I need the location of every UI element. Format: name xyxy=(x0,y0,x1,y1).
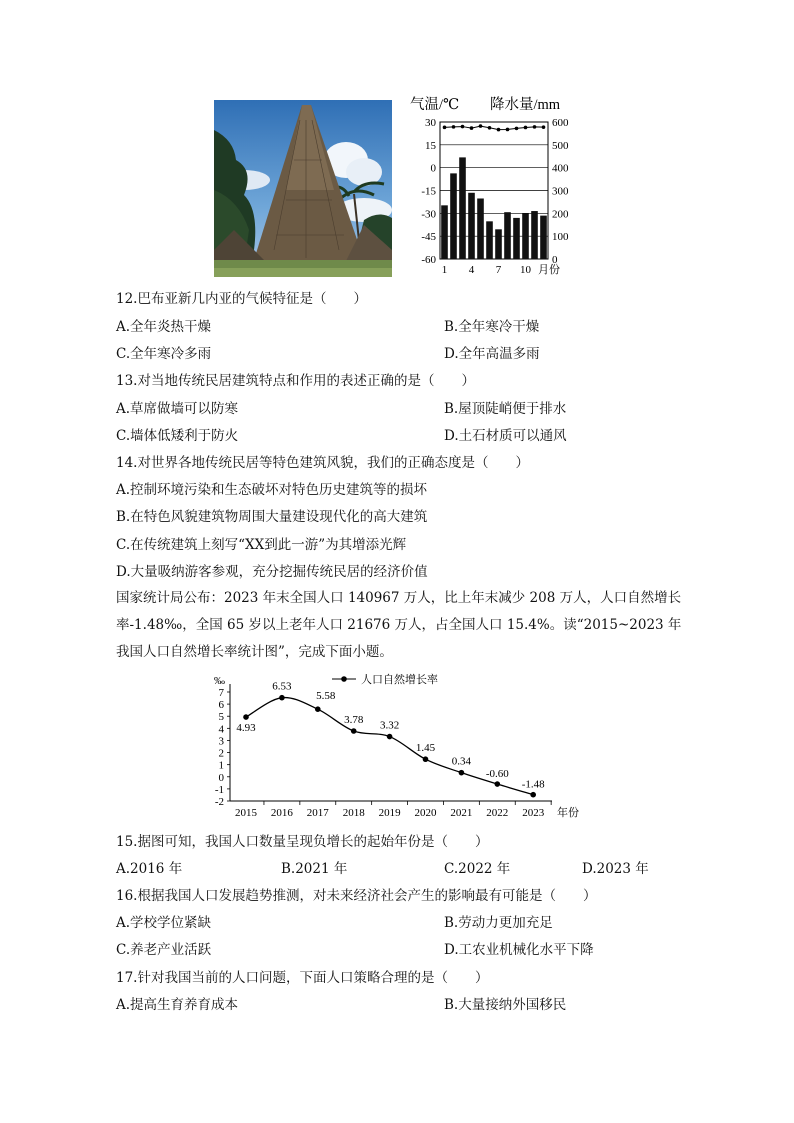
q13-option-c[interactable]: C.墙体低矮利于防火 xyxy=(116,428,239,444)
growth-point xyxy=(315,706,321,712)
y-right-label: 降水量/mm xyxy=(490,97,561,113)
temp-point xyxy=(542,125,546,129)
q16-option-a[interactable]: A.学校学位紧缺 xyxy=(116,915,212,931)
climate-chart xyxy=(404,92,594,284)
precip-bar xyxy=(504,212,511,259)
q13-option-d[interactable]: D.土石材质可以通风 xyxy=(444,428,567,444)
q14-option-a[interactable]: A.控制环境污染和生态破坏对特色历史建筑等的损坏 xyxy=(116,482,428,498)
q15-option-c[interactable]: C.2022 年 xyxy=(444,861,511,877)
legend xyxy=(332,672,438,686)
q17-option-a[interactable]: A.提高生育养育成本 xyxy=(116,997,239,1013)
left-tick-label: 0 xyxy=(430,162,436,175)
right-axis-ticks xyxy=(552,117,569,266)
q14-option-b[interactable]: B.在特色风貌建筑物周围大量建设现代化的高大建筑 xyxy=(116,509,428,525)
y-tick-label: 7 xyxy=(218,687,224,699)
precip-bar xyxy=(450,173,457,259)
x-tick-label: 2023 xyxy=(522,807,545,819)
left-tick-label: 30 xyxy=(425,117,436,129)
temp-point xyxy=(443,126,447,130)
right-tick-label: 100 xyxy=(552,231,569,244)
q16-option-d[interactable]: D.工农业机械化水平下降 xyxy=(444,942,594,958)
temp-point xyxy=(524,126,528,130)
precip-bar xyxy=(486,221,493,259)
left-tick-label: -30 xyxy=(421,208,436,221)
legend-label: 人口自然增长率 xyxy=(361,674,438,686)
q14-option-d[interactable]: D.大量吸纳游客参观，充分挖掘传统民居的经济价值 xyxy=(116,564,428,580)
q12-option-a[interactable]: A.全年炎热干燥 xyxy=(116,319,212,335)
x-tick-label: 2020 xyxy=(414,807,437,819)
temp-polyline xyxy=(445,126,544,130)
q13-option-a[interactable]: A.草席做墙可以防寒 xyxy=(116,401,239,417)
population-growth-chart xyxy=(206,668,596,822)
y-tick-label: 5 xyxy=(218,711,224,724)
x-axis-ticks xyxy=(235,801,551,819)
right-tick-label: 0 xyxy=(552,254,558,266)
y-tick-label: -2 xyxy=(214,796,224,808)
y-tick-label: 4 xyxy=(218,723,224,736)
q12-option-d[interactable]: D.全年高温多雨 xyxy=(444,346,540,362)
q16-option-c[interactable]: C.养老产业活跃 xyxy=(116,942,212,958)
temp-point xyxy=(470,126,474,130)
right-tick-label: 500 xyxy=(552,139,569,152)
month-tick-label: 7 xyxy=(495,264,502,276)
temp-point xyxy=(506,128,510,132)
growth-point xyxy=(423,756,429,762)
y-tick-label: 0 xyxy=(218,771,224,784)
question-13-stem: 13.对当地传统民居建筑特点和作用的表述正确的是（ ） xyxy=(116,373,475,389)
question-12-stem: 12.巴布亚新几内亚的气候特征是（ ） xyxy=(116,291,367,307)
value-label: -1.48 xyxy=(521,778,545,791)
y-left-label: 气温/℃ xyxy=(410,97,460,113)
x-axis-suffix: 年份 xyxy=(557,807,579,819)
temp-point xyxy=(461,125,465,129)
left-tick-label: -45 xyxy=(421,231,436,244)
q12-option-b[interactable]: B.全年寒冷干燥 xyxy=(444,319,540,335)
precip-bar xyxy=(441,205,448,259)
growth-point xyxy=(495,781,501,787)
value-label: -0.60 xyxy=(485,768,509,781)
left-tick-label: -15 xyxy=(421,185,436,198)
precip-bar xyxy=(522,213,529,259)
growth-point xyxy=(351,728,357,734)
x-tick-label: 2016 xyxy=(270,807,293,819)
growth-rate-line xyxy=(246,698,533,795)
value-label: 5.58 xyxy=(316,690,336,703)
left-tick-label: 15 xyxy=(425,139,436,152)
precip-bar xyxy=(468,193,475,259)
right-tick-label: 400 xyxy=(552,162,569,175)
x-tick-label: 2021 xyxy=(450,807,473,819)
traditional-house-photo xyxy=(214,100,392,277)
growth-point xyxy=(459,770,465,776)
temp-point xyxy=(533,125,537,129)
value-label: 6.53 xyxy=(272,680,292,693)
y-unit: ‰ xyxy=(214,675,225,687)
temp-point xyxy=(515,127,519,131)
question-14-stem: 14.对世界各地传统民居等特色建筑风貌，我们的正确态度是（ ） xyxy=(116,455,529,471)
value-label: 3.78 xyxy=(344,713,364,726)
q15-option-d[interactable]: D.2023 年 xyxy=(582,861,649,877)
x-tick-label: 2019 xyxy=(378,807,401,819)
temperature-line xyxy=(443,124,546,131)
x-tick-label: 2018 xyxy=(342,807,365,819)
q15-option-b[interactable]: B.2021 年 xyxy=(281,861,348,877)
precipitation-bars xyxy=(441,157,547,259)
q14-option-c[interactable]: C.在传统建筑上刻写“XX到此一游”为其增添光辉 xyxy=(116,537,407,553)
passage: 国家统计局公布：2023 年末全国人口 140967 万人，比上年末减少 208 万人，人口自然增长率-1.48‰，全国 65 岁以上老年人口 21676 万人，占全国人口 15.4%。读“2015~2023 年我国人口自然增长率统计图”，完成下面小题。 xyxy=(116,590,682,660)
y-axis-ticks xyxy=(215,687,230,808)
x-tick-label: 2022 xyxy=(486,807,509,819)
value-label: 1.45 xyxy=(415,742,436,755)
precip-bar xyxy=(459,157,466,259)
x-axis-suffix: 月份 xyxy=(538,264,560,276)
x-axis-ticks xyxy=(442,264,532,276)
question-15-stem: 15.据图可知，我国人口数量呈现负增长的起始年份是（ ） xyxy=(116,834,489,850)
q15-option-a[interactable]: A.2016 年 xyxy=(116,861,183,877)
q16-option-b[interactable]: B.劳动力更加充足 xyxy=(444,915,553,931)
temp-point xyxy=(452,125,456,129)
x-tick-label: 2015 xyxy=(235,807,257,819)
precip-bar xyxy=(531,211,538,259)
growth-point xyxy=(243,714,249,720)
question-17-stem: 17.针对我国当前的人口问题，下面人口策略合理的是（ ） xyxy=(116,970,489,986)
temp-point xyxy=(479,124,483,128)
q12-option-c[interactable]: C.全年寒冷多雨 xyxy=(116,346,212,362)
y-tick-label: 2 xyxy=(218,747,224,760)
q13-option-b[interactable]: B.屋顶陡峭便于排水 xyxy=(444,401,567,417)
precip-bar xyxy=(513,218,520,259)
right-tick-label: 300 xyxy=(552,185,569,198)
growth-point xyxy=(530,792,536,798)
temp-point xyxy=(497,128,501,132)
precip-bar xyxy=(540,216,547,259)
question-16-stem: 16.根据我国人口发展趋势推测，对未来经济社会产生的影响最有可能是（ ） xyxy=(116,888,597,904)
y-tick-label: 3 xyxy=(218,735,224,748)
temp-point xyxy=(488,126,492,130)
y-tick-label: -1 xyxy=(214,783,224,796)
precip-bar xyxy=(495,229,502,259)
value-label: 0.34 xyxy=(451,755,472,768)
value-label: 3.32 xyxy=(379,719,400,732)
month-tick-label: 1 xyxy=(441,264,448,276)
month-tick-label: 4 xyxy=(468,264,475,276)
y-tick-label: 1 xyxy=(218,759,224,772)
q17-option-b[interactable]: B.大量接纳外国移民 xyxy=(444,997,567,1013)
y-tick-label: 6 xyxy=(218,699,224,712)
right-tick-label: 600 xyxy=(552,117,569,129)
month-tick-label: 10 xyxy=(520,264,531,276)
precip-bar xyxy=(477,198,484,259)
x-tick-label: 2017 xyxy=(306,807,329,819)
left-axis-ticks xyxy=(421,117,436,266)
growth-point xyxy=(387,734,393,740)
left-tick-label: -60 xyxy=(421,254,436,266)
right-tick-label: 200 xyxy=(552,208,569,221)
value-label: 4.93 xyxy=(236,722,256,735)
growth-point xyxy=(279,695,285,701)
